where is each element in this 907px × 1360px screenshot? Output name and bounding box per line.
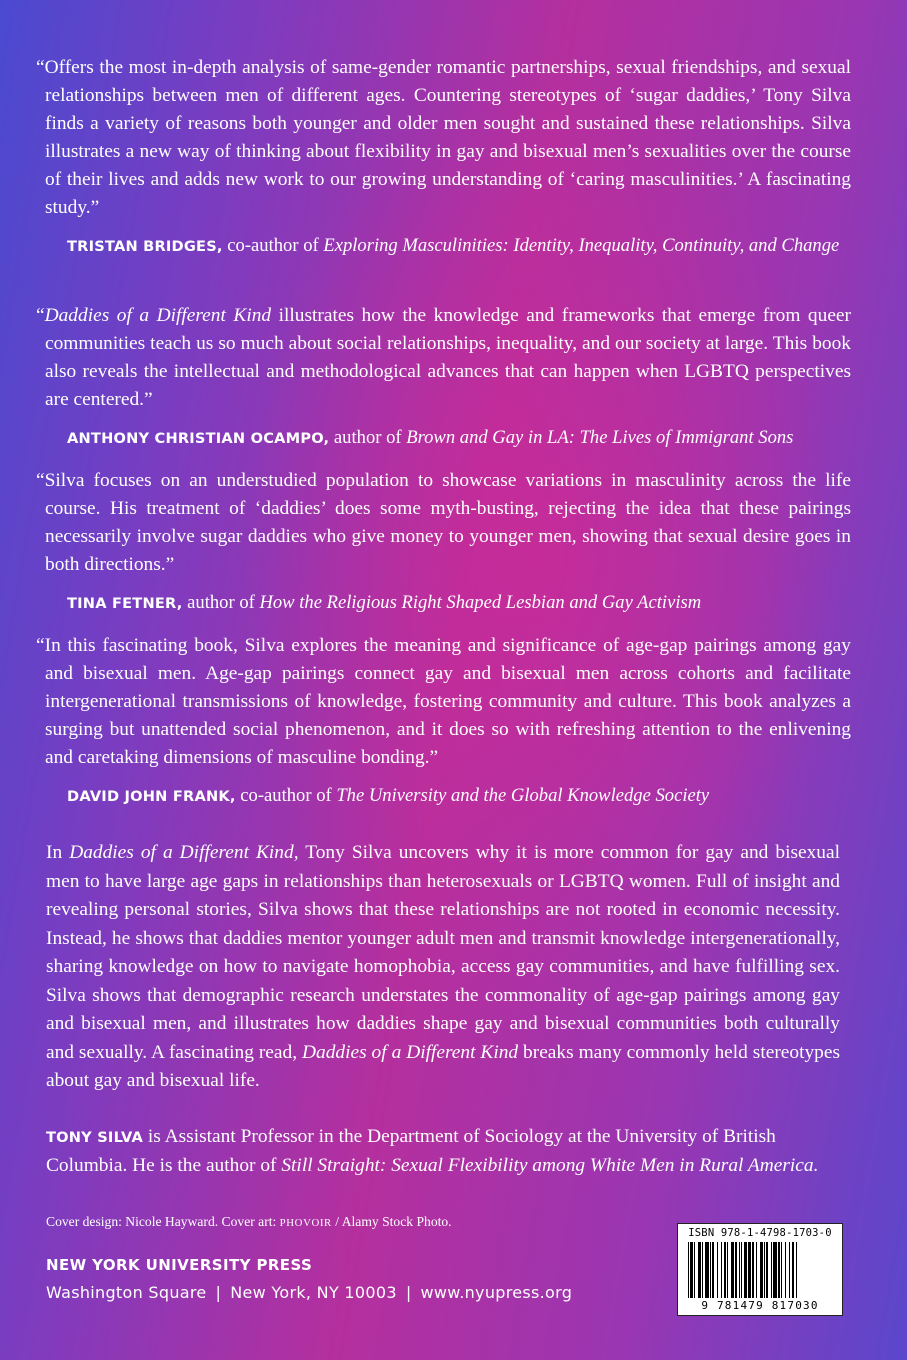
barcode-bar [764, 1242, 765, 1298]
address-separator: | [405, 1283, 412, 1302]
blurb-author-name: TRISTAN BRIDGES, [67, 238, 223, 255]
barcode-bar [717, 1242, 718, 1298]
description-intro: In [46, 842, 70, 863]
blurb-author-work: Exploring Masculinities: Identity, Inequality, Continuity, and Change [323, 235, 840, 256]
blurb-author-name: DAVID JOHN FRANK, [67, 788, 236, 805]
description-book-title: Daddies of a Different Kind, [69, 842, 299, 863]
barcode-bar [744, 1242, 746, 1298]
blurb-quote-2: “Daddies of a Different Kind illustrates how the knowledge and frameworks that emerge from queer communities teach us so much about social relationships, inequality, and our society at large. This book also reveals the intellectual and methodological advances that can happen when LGBTQ perspectives are centered.” [36, 305, 851, 410]
barcode-bar [721, 1242, 722, 1298]
barcode-bar [741, 1242, 742, 1298]
barcode-bar [785, 1242, 786, 1298]
publisher-address [46, 1283, 572, 1302]
blurb-quote-4 [36, 632, 851, 772]
blurb-author-work: How the Religious Right Shaped Lesbian and Gay Activism [259, 592, 702, 613]
barcode-bar [792, 1242, 794, 1298]
blurb-author-role: author of [329, 427, 407, 448]
blurb-attribution-1 [67, 232, 847, 261]
book-description [46, 839, 840, 1096]
author-bio [46, 1123, 846, 1180]
blurb-quote-3 [36, 467, 851, 579]
description-body: Tony Silva uncovers why it is more common for gay and bisexual men to have large age gaps in relationships than heterosexuals or LGBTQ women. Full of insight and revealing personal stories, Silva shows that these relationships are not rooted in economic necessity. Instead, he shows that daddies mentor younger adult men and transmit knowledge intergenerationally, sharing knowledge on how to navigate homophobia, access gay communities, and have fulfilling sex. Silva shows that demographic research understates the commonality of age-gap pairings among gay and bisexual men, and illustrates how daddies shape gay and bisexual communities both culturally and sexually. A fascinating read, [46, 842, 840, 1063]
blurb-author-role: author of [182, 592, 260, 613]
barcode-bar [752, 1242, 753, 1298]
barcode-bar [766, 1242, 768, 1298]
blurb-quote-text: “Offers the most in-depth analysis of same-gender romantic partnerships, sexual friendships, and sexual relationships between men of different ages. Countering stereotypes of ‘sugar daddies,’ Tony Silva finds a variety of reasons both younger and older men sought and sustained these relationships. Silva illustrates a new way of thinking about flexibility in gay and bisexual men’s sexualities over the course of their lives and adds new work to our growing understanding of ‘caring masculinities.’ A fascinating study.” [36, 57, 851, 218]
credits-artist: PHOVOIR [279, 1217, 332, 1229]
blurb-author-role: co-author of [235, 785, 337, 806]
description-book-title-2: Daddies of a Different Kind [302, 1041, 519, 1063]
barcode-bar [724, 1242, 726, 1298]
barcode-bar [688, 1242, 689, 1298]
barcode-bar [771, 1242, 772, 1298]
author-bio-text: is Assistant Professor in the Department of Sociology at the University of British Columbia. He is the author of [46, 1126, 776, 1176]
address-separator: | [215, 1283, 222, 1302]
barcode-bar [735, 1242, 737, 1298]
barcode-bar [705, 1242, 708, 1298]
blurb-author-role: co-author of [222, 235, 324, 256]
barcode-bar [739, 1242, 740, 1298]
blurb-quote-text: “Silva focuses on an understudied population to showcase variations in masculinity across the life course. His treatment of ‘daddies’ does some myth-busting, rejecting the idea that these pairings necessarily involve sugar daddies who give money to younger men, showing that sexual desire goes in both directions.” [36, 470, 851, 575]
publisher-address-line: Washington Square [46, 1283, 207, 1302]
author-bio-name: TONY SILVA [46, 1129, 144, 1146]
barcode-bar [702, 1242, 703, 1298]
blurb-quote-text: “In this fascinating book, Silva explores the meaning and significance of age-gap pairings among gay and bisexual men. Age-gap pairings connect gay and bisexual men across cohorts and facilitate intergenerational transmissions of knowledge, fostering community and culture. This book analyzes a surging but unattended social phenomenon, and it does so with refreshing attention to the enlivening and caretaking dimensions of masculine bonding.” [36, 635, 851, 768]
blurb-quote-book-title: Daddies of a Different Kind [44, 305, 272, 326]
blurb-attribution-2 [67, 424, 847, 453]
blurb-attribution-3 [67, 589, 847, 618]
barcode-bar [773, 1242, 776, 1298]
cover-credits [46, 1213, 452, 1232]
barcode-bar [731, 1242, 734, 1298]
author-bio-work: Still Straight: Sexual Flexibility among White Men in Rural America. [281, 1155, 819, 1176]
barcode-digits: 9 781479 817030 [701, 1299, 819, 1312]
blurb-quote-1 [36, 54, 851, 222]
barcode-bar [778, 1242, 780, 1298]
isbn-label: ISBN 978-1-4798-1703-0 [688, 1227, 832, 1239]
publisher-website: www.nyupress.org [420, 1283, 573, 1302]
barcode-bar [690, 1242, 692, 1298]
barcode-bar [760, 1242, 762, 1298]
blurb-author-name: TINA FETNER, [67, 595, 183, 612]
barcode-bar [748, 1242, 751, 1298]
barcode-bar [710, 1242, 711, 1298]
blurb-quote-text: illustrates how the knowledge and frameworks that emerge from queer communities teach us so much about social relationships, inequality, and our society at large. This book also reveals the intellectual and methodological advances that can happen when LGBTQ perspectives are centered.” [45, 305, 851, 410]
publisher-city: New York, NY 10003 [230, 1283, 397, 1302]
barcode-bar [698, 1242, 700, 1298]
blurb-author-work: The University and the Global Knowledge Society [336, 785, 710, 806]
description-tail: breaks many commonly held stereotypes about gay and bisexual life. [46, 1041, 841, 1091]
barcode-bar [727, 1242, 728, 1298]
blurb-author-name: ANTHONY CHRISTIAN OCAMPO, [67, 430, 330, 447]
publisher-name: NEW YORK UNIVERSITY PRESS [46, 1256, 313, 1274]
isbn-barcode [677, 1223, 843, 1316]
blurb-author-work: Brown and Gay in LA: The Lives of Immigrant Sons [406, 427, 794, 448]
barcode-bar [756, 1242, 757, 1298]
barcode-bar [796, 1242, 797, 1298]
credits-prefix: Cover design: Nicole Hayward. Cover art: [46, 1214, 280, 1229]
barcode-bar [712, 1242, 714, 1298]
barcode-bars [688, 1242, 834, 1298]
credits-suffix: / Alamy Stock Photo. [331, 1214, 452, 1229]
blurb-attribution-4 [67, 782, 847, 811]
barcode-bar [789, 1242, 790, 1298]
barcode-bar [694, 1242, 695, 1298]
barcode-bar [781, 1242, 782, 1298]
